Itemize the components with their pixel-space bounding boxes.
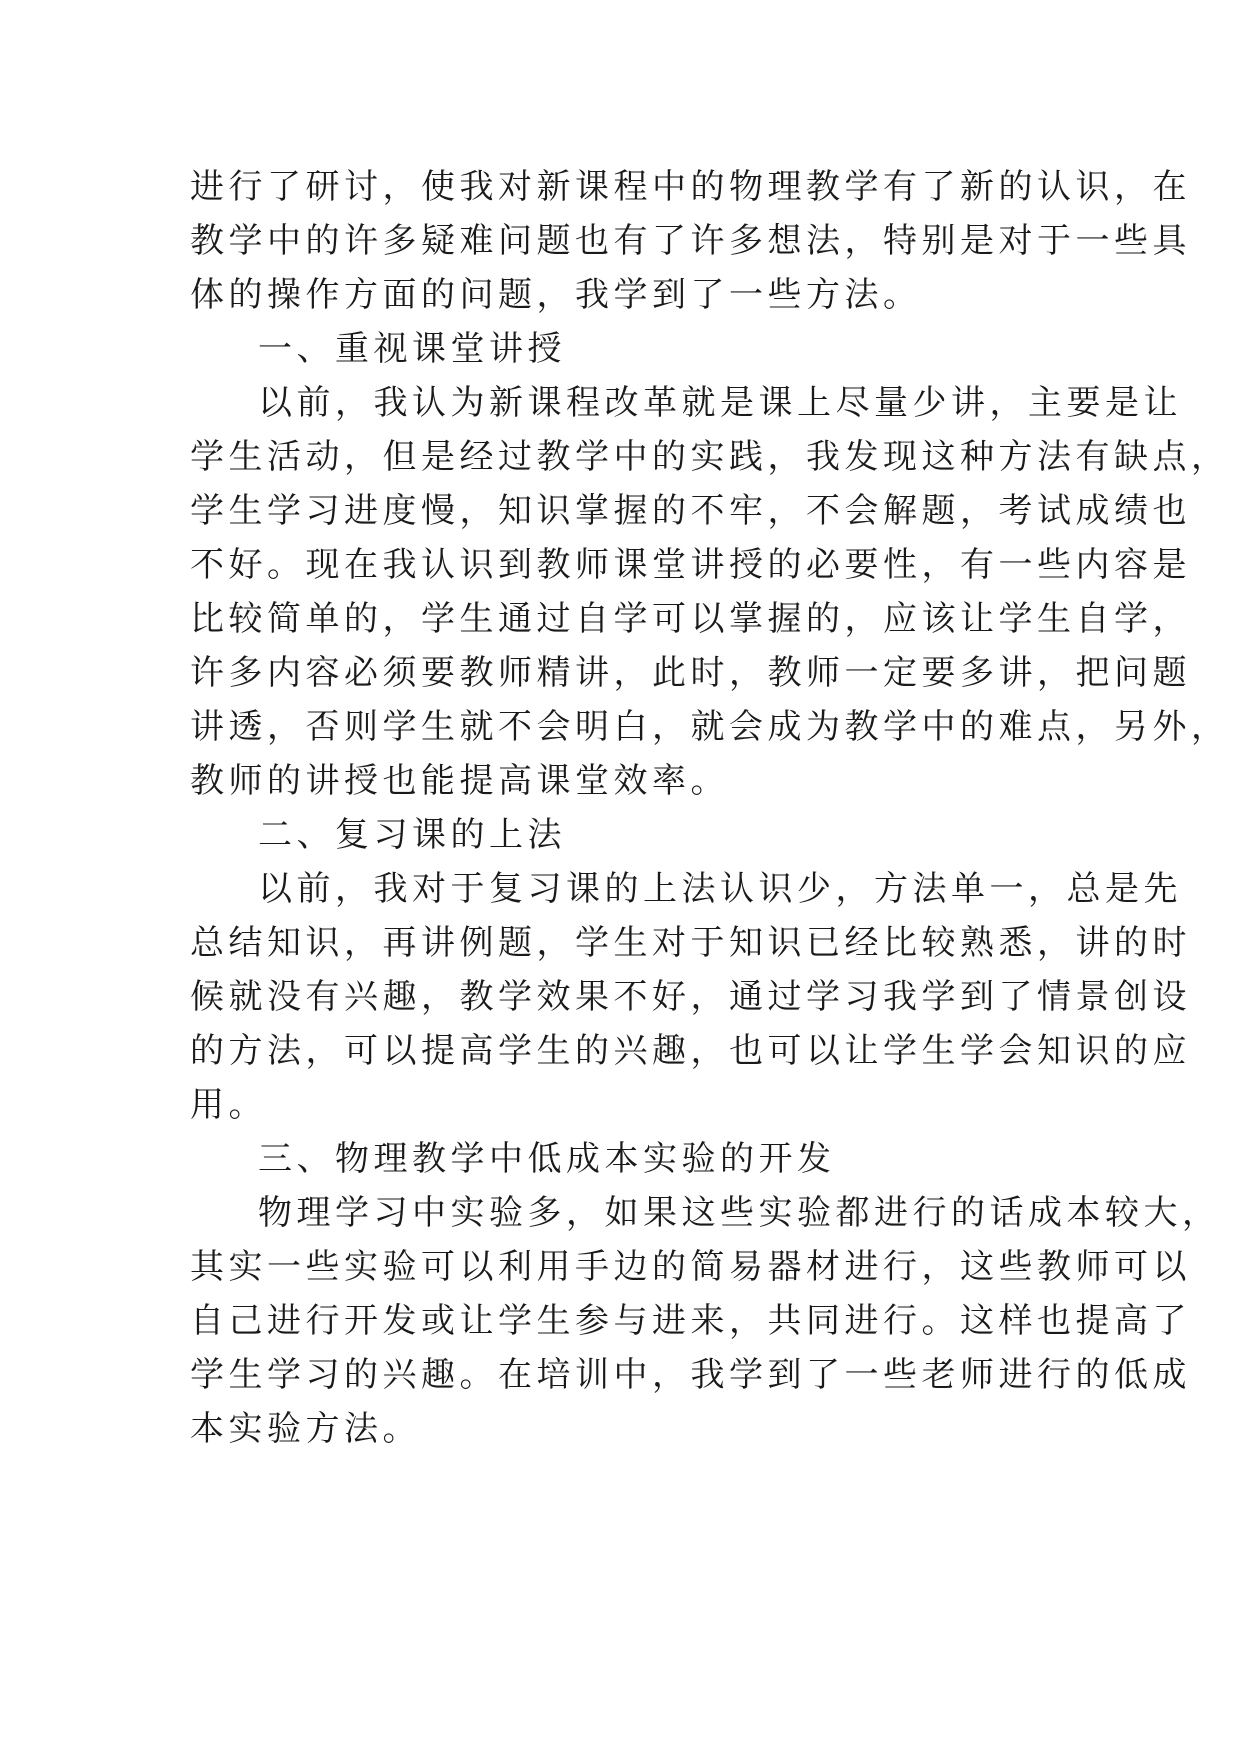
text-line: 不好。现在我认识到教师课堂讲授的必要性，有一些内容是 — [190, 545, 1191, 585]
text-line: 学生学习的兴趣。在培训中，我学到了一些老师进行的低成 — [190, 1355, 1191, 1395]
text-line: 学生学习进度慢，知识掌握的不牢，不会解题，考试成绩也 — [190, 491, 1191, 531]
section-heading-1: 一、重视课堂讲授 — [258, 329, 566, 369]
section-heading-2: 二、复习课的上法 — [258, 815, 566, 855]
text-line: 以前，我对于复习课的上法认识少，方法单一，总是先 — [258, 869, 1182, 909]
text-line: 比较简单的，学生通过自学可以掌握的，应该让学生自学， — [190, 599, 1191, 639]
text-line: 总结知识，再讲例题，学生对于知识已经比较熟悉，讲的时 — [190, 923, 1191, 963]
text-line: 物理学习中实验多，如果这些实验都进行的话成本较大， — [258, 1193, 1221, 1233]
text-line: 的方法，可以提高学生的兴趣，也可以让学生学会知识的应 — [190, 1031, 1191, 1071]
text-line: 用。 — [190, 1085, 267, 1125]
text-line: 讲透，否则学生就不会明白，就会成为教学中的难点，另外， — [190, 707, 1230, 747]
text-line: 许多内容必须要教师精讲，此时，教师一定要多讲，把问题 — [190, 653, 1191, 693]
text-line: 候就没有兴趣，教学效果不好，通过学习我学到了情景创设 — [190, 977, 1191, 1017]
text-line: 其实一些实验可以利用手边的简易器材进行，这些教师可以 — [190, 1247, 1191, 1287]
text-line: 教师的讲授也能提高课堂效率。 — [190, 761, 729, 801]
text-line: 以前，我认为新课程改革就是课上尽量少讲，主要是让 — [258, 383, 1182, 423]
text-line: 体的操作方面的问题，我学到了一些方法。 — [190, 275, 922, 315]
text-line: 自己进行开发或让学生参与进来，共同进行。这样也提高了 — [190, 1301, 1191, 1341]
document-body — [190, 160, 1230, 1456]
text-line: 本实验方法。 — [190, 1409, 421, 1449]
text-line: 进行了研讨，使我对新课程中的物理教学有了新的认识，在 — [190, 167, 1191, 207]
text-line: 教学中的许多疑难问题也有了许多想法，特别是对于一些具 — [190, 221, 1191, 261]
section-heading-3: 三、物理教学中低成本实验的开发 — [258, 1139, 836, 1179]
text-line: 学生活动，但是经过教学中的实践，我发现这种方法有缺点， — [190, 437, 1230, 477]
